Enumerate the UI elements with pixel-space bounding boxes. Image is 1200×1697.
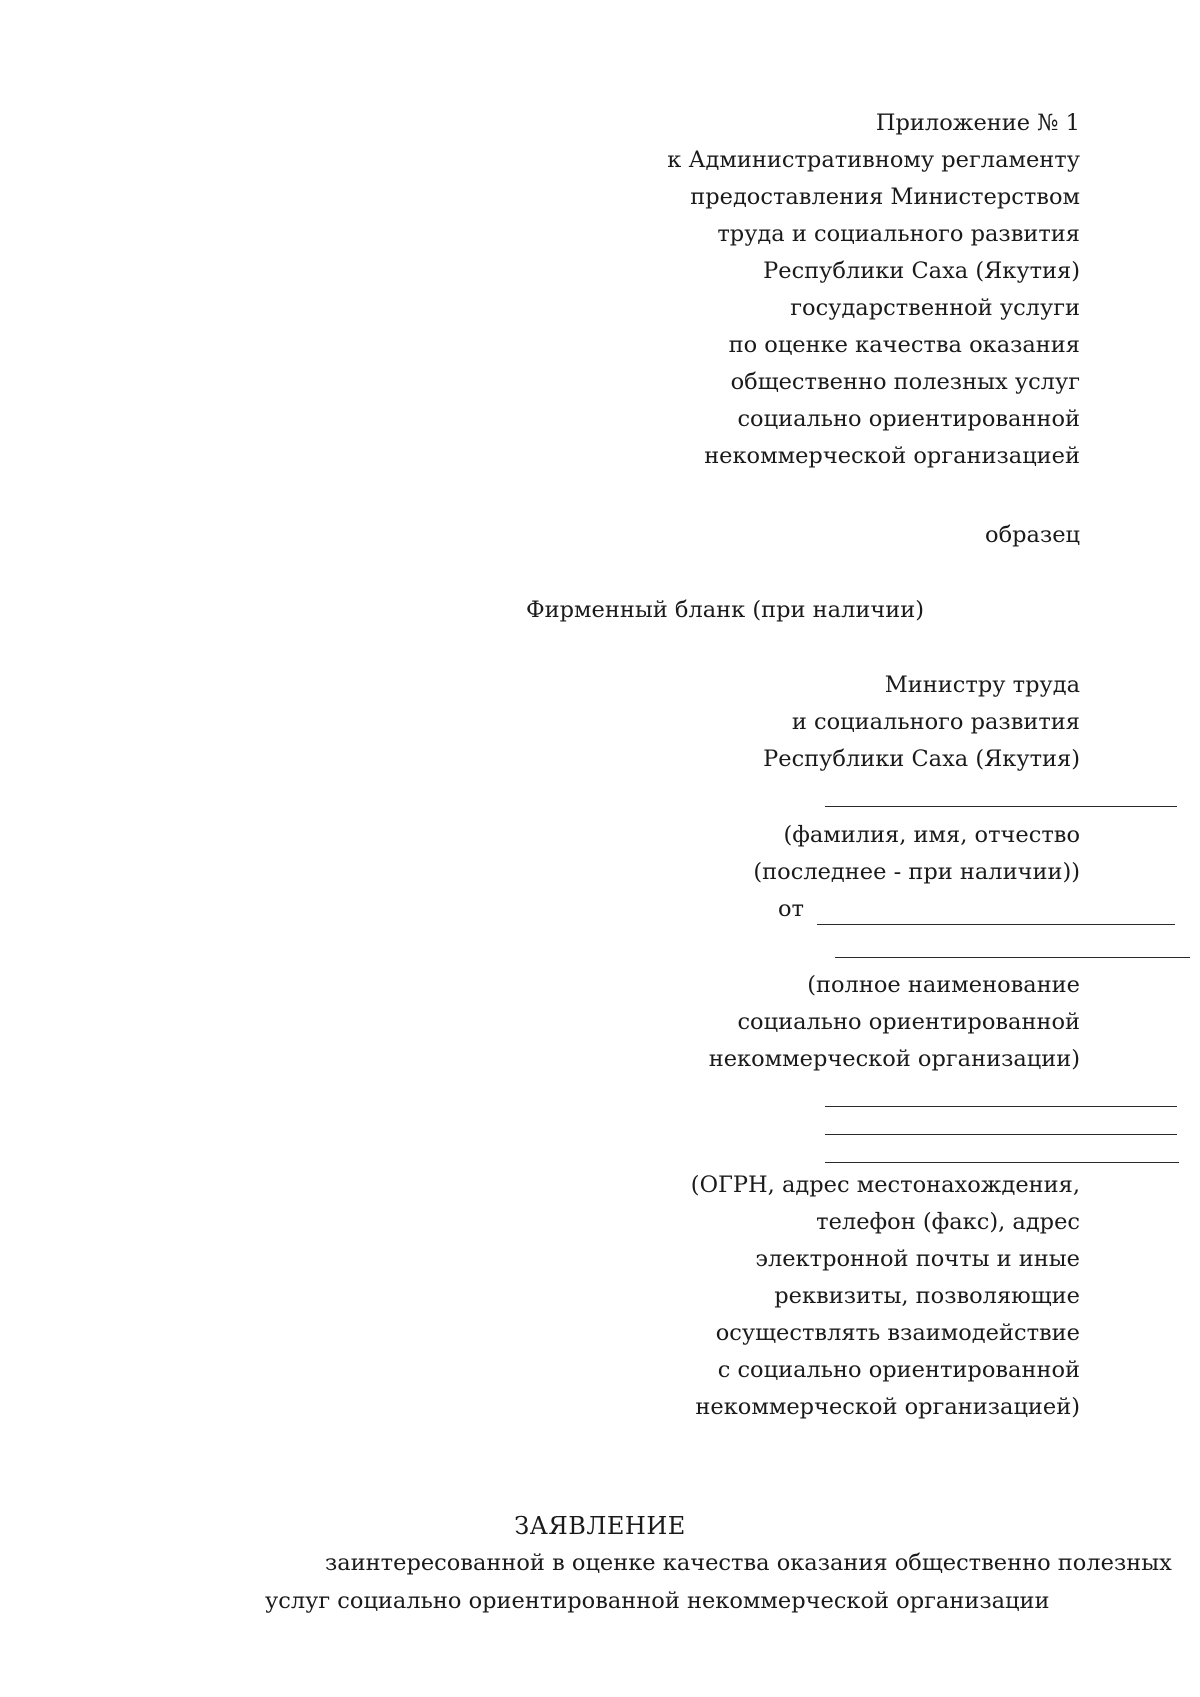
appendix-line: государственной услуги xyxy=(790,295,1080,321)
appendix-line: социально ориентированной xyxy=(737,406,1080,432)
appendix-line: к Административному регламенту xyxy=(667,147,1080,173)
sender-name-line-2 xyxy=(835,957,1190,958)
sample-label: образец xyxy=(985,522,1080,548)
appendix-line: труда и социального развития xyxy=(717,221,1080,247)
appendix-line: некоммерческой организацией xyxy=(704,443,1080,469)
statement-subtitle-line: заинтересованной в оценке качества оказания общественно полезных xyxy=(325,1550,1172,1576)
from-label: от xyxy=(778,896,804,922)
details-line-3 xyxy=(825,1162,1179,1163)
details-line-2 xyxy=(825,1134,1177,1135)
addressee-line: и социального развития xyxy=(791,709,1080,735)
org-caption: (полное наименование xyxy=(807,972,1080,998)
name-caption: (последнее - при наличии)) xyxy=(753,859,1080,885)
details-caption: телефон (факс), адрес xyxy=(816,1209,1080,1235)
addressee-line: Республики Саха (Якутия) xyxy=(763,746,1080,772)
org-caption: социально ориентированной xyxy=(737,1009,1080,1035)
details-caption: осуществлять взаимодействие xyxy=(715,1320,1080,1346)
statement-subtitle-line: услуг социально ориентированной некоммерческой организации xyxy=(265,1588,1050,1614)
sender-name-line-1 xyxy=(817,924,1175,925)
appendix-line: по оценке качества оказания xyxy=(728,332,1080,358)
addressee-line: Министру труда xyxy=(884,672,1080,698)
addressee-name-line xyxy=(825,806,1177,807)
details-line-1 xyxy=(825,1106,1177,1107)
details-caption: электронной почты и иные xyxy=(755,1246,1080,1272)
statement-title: ЗАЯВЛЕНИЕ xyxy=(514,1512,686,1540)
appendix-number: Приложение № 1 xyxy=(875,110,1080,136)
details-caption: (ОГРН, адрес местонахождения, xyxy=(690,1172,1080,1198)
letterhead-note: Фирменный бланк (при наличии) xyxy=(525,597,925,623)
appendix-line: общественно полезных услуг xyxy=(730,369,1080,395)
appendix-line: предоставления Министерством xyxy=(690,184,1080,210)
details-caption: реквизиты, позволяющие xyxy=(774,1283,1080,1309)
name-caption: (фамилия, имя, отчество xyxy=(783,822,1080,848)
org-caption: некоммерческой организации) xyxy=(708,1046,1080,1072)
details-caption: с социально ориентированной xyxy=(717,1357,1080,1383)
details-caption: некоммерческой организацией) xyxy=(695,1394,1080,1420)
appendix-line: Республики Саха (Якутия) xyxy=(763,258,1080,284)
